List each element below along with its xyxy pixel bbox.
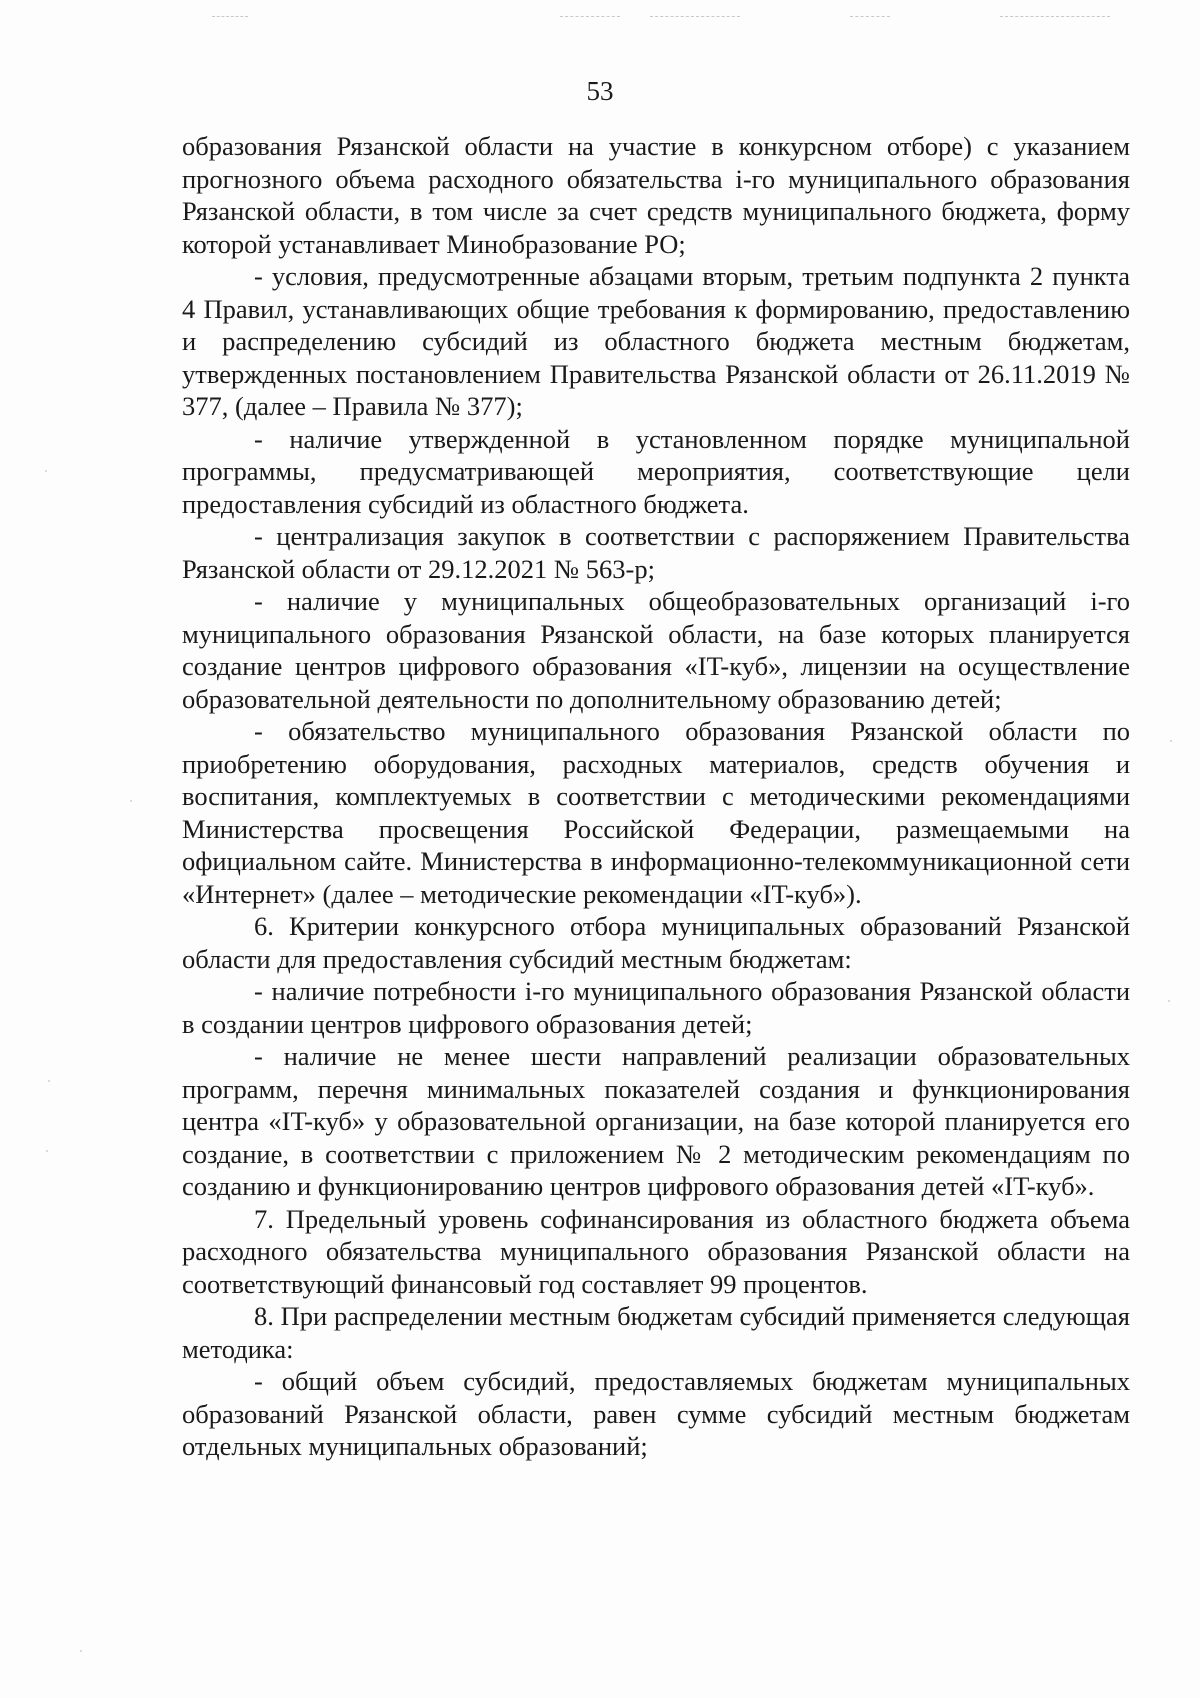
paragraph: - обязательство муниципального образования Рязанской области по приобретению оборудования, расходных материалов, средств обучения и воспитания, комплектуемых в соответствии с методическими рекомендациями Министерства просвещения Российской Федерации, размещаемыми на официальном сайте. Министерства в информационно-телекоммуникационной сети «Интернет» (далее – методические рекомендации «IT-куб»).	[182, 716, 1130, 909]
paragraph: - наличие потребности i-го муниципального образования Рязанской области в создании центров цифрового образования детей;	[182, 976, 1130, 1039]
scan-artifact-speck	[1168, 1000, 1170, 1002]
section-heading-paragraph: 8. При распределении местным бюджетам субсидий применяется следующая методика:	[182, 1301, 1130, 1364]
paragraph: - централизация закупок в соответствии с распоряжением Правительства Рязанской области от 29.12.2021 № 563-р;	[182, 521, 1130, 584]
paragraph: - наличие у муниципальных общеобразовательных организаций i-го муниципального образования Рязанской области, на базе которых планируется создание центров цифрового образования «IT-куб», лицензии на осуществление образовательной деятельности по дополнительному образованию детей;	[182, 586, 1130, 714]
paragraph: образования Рязанской области на участие в конкурсном отборе) с указанием прогнозного объема расходного обязательства i-го муниципального образования Рязанской области, в том числе за счет средств муниципального бюджета, форму которой устанавливает Минобразование РО;	[182, 131, 1130, 259]
scan-artifact-speck	[80, 1650, 82, 1652]
scan-artifact-speck	[130, 800, 132, 802]
scan-artifact-line	[650, 16, 740, 18]
scan-artifact-line	[1000, 16, 1110, 18]
paragraph: - наличие не менее шести направлений реализации образовательных программ, перечня минимальных показателей создания и функционирования центра «IT-куб» у образовательной организации, на базе которой планируется его создание, в соответствии с приложением № 2 методическим рекомендациям по созданию и функционированию центров цифрового образования детей «IT-куб».	[182, 1041, 1130, 1201]
scan-artifact-line	[850, 16, 890, 18]
document-body	[182, 130, 1130, 1463]
section-heading-paragraph: 6. Критерии конкурсного отбора муниципальных образований Рязанской области для предоставления субсидий местным бюджетам:	[182, 911, 1130, 974]
paragraph: - наличие утвержденной в установленном порядке муниципальной программы, предусматривающей мероприятия, соответствующие цели предоставления субсидий из областного бюджета.	[182, 423, 1130, 519]
scan-artifact-speck	[45, 470, 47, 472]
scan-artifact-line	[212, 16, 248, 18]
scan-artifact-speck	[1170, 740, 1172, 742]
scan-artifact-line	[560, 16, 620, 18]
paragraph: - условия, предусмотренные абзацами вторым, третьим подпункта 2 пункта 4 Правил, устанавливающих общие требования к формированию, предоставлению и распределению субсидий из областного бюджета местным бюджетам, утвержденных постановлением Правительства Рязанской области от 26.11.2019 № 377, (далее – Правила № 377);	[182, 261, 1130, 421]
scan-artifact-speck	[46, 1150, 48, 1152]
section-heading-paragraph: 7. Предельный уровень софинансирования из областного бюджета объема расходного обязательства муниципального образования Рязанской области на соответствующий финансовый год составляет 99 процентов.	[182, 1203, 1130, 1299]
scan-artifact-speck	[48, 1080, 50, 1082]
paragraph: - общий объем субсидий, предоставляемых бюджетам муниципальных образований Рязанской области, равен сумме субсидий местным бюджетам отдельных муниципальных образований;	[182, 1366, 1130, 1461]
page-number: 53	[586, 76, 614, 106]
